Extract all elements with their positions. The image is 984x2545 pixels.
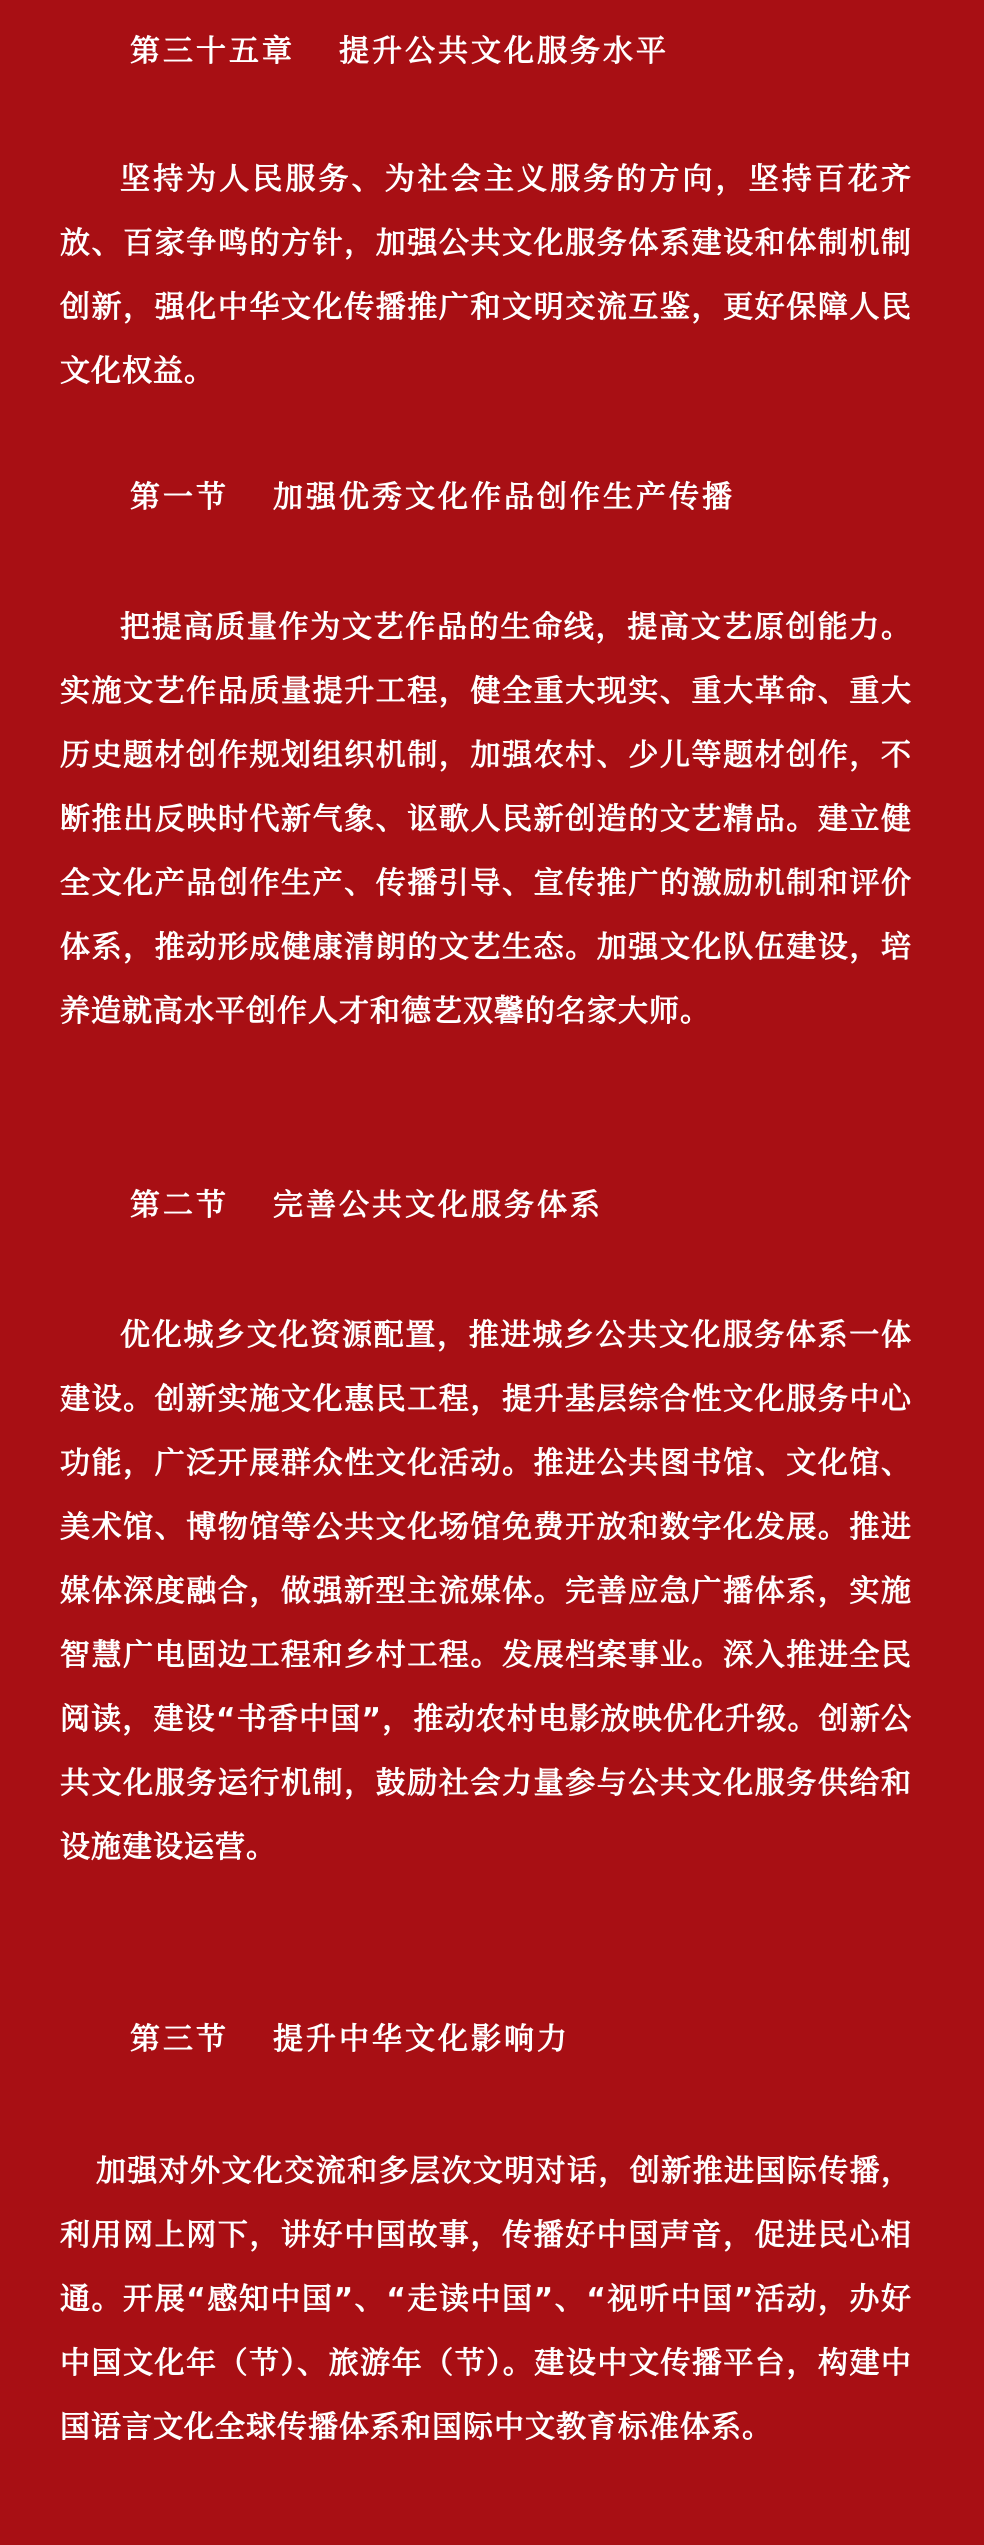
chapter-intro-paragraph: 坚持为人民服务、为社会主义服务的方向，坚持百花齐放、百家争鸣的方针，加强公共文化服务体系建设和体制机制创新，强化中华文化传播推广和文明交流互鉴，更好保障人民文化权益。 bbox=[60, 162, 912, 389]
section-1-title: 加强优秀文化作品创作生产传播 bbox=[273, 480, 735, 515]
section-1-paragraph: 把提高质量作为文艺作品的生命线，提高文艺原创能力。实施文艺作品质量提升工程，健全重大现实、重大革命、重大历史题材创作规划组织机制，加强农村、少儿等题材创作，不断推出反映时代新气象、讴歌人民新创造的文艺精品。建立健全文化产品创作生产、传播引导、宣传推广的激励机制和评价体系，推动形成健康清朗的文艺生态。加强文化队伍建设，培养造就高水平创作人才和德艺双馨的名家大师。 bbox=[60, 610, 912, 1029]
chapter-number: 第三十五章 bbox=[130, 34, 295, 69]
chapter-heading bbox=[130, 32, 669, 72]
section-1-heading bbox=[130, 478, 735, 518]
section-1-number: 第一节 bbox=[130, 480, 229, 515]
section-3-heading bbox=[130, 2020, 570, 2060]
chapter-title: 提升公共文化服务水平 bbox=[339, 34, 669, 69]
section-2-paragraph: 优化城乡文化资源配置，推进城乡公共文化服务体系一体建设。创新实施文化惠民工程，提升基层综合性文化服务中心功能，广泛开展群众性文化活动。推进公共图书馆、文化馆、美术馆、博物馆等公共文化场馆免费开放和数字化发展。推进媒体深度融合，做强新型主流媒体。完善应急广播体系，实施智慧广电固边工程和乡村工程。发展档案事业。深入推进全民阅读，建设“书香中国”，推动农村电影放映优化升级。创新公共文化服务运行机制，鼓励社会力量参与公共文化服务供给和设施建设运营。 bbox=[60, 1318, 912, 1865]
section-3-number: 第三节 bbox=[130, 2022, 229, 2057]
section-3-title: 提升中华文化影响力 bbox=[273, 2022, 570, 2057]
section-2-heading bbox=[130, 1186, 603, 1226]
section-3-paragraph: 加强对外文化交流和多层次文明对话，创新推进国际传播，利用网上网下，讲好中国故事，传播好中国声音，促进民心相通。开展“感知中国”、“走读中国”、“视听中国”活动，办好中国文化年（节）、旅游年（节）。建设中文传播平台，构建中国语言文化全球传播体系和国际中文教育标准体系。 bbox=[60, 2154, 912, 2445]
section-2-title: 完善公共文化服务体系 bbox=[273, 1188, 603, 1223]
section-2-number: 第二节 bbox=[130, 1188, 229, 1223]
